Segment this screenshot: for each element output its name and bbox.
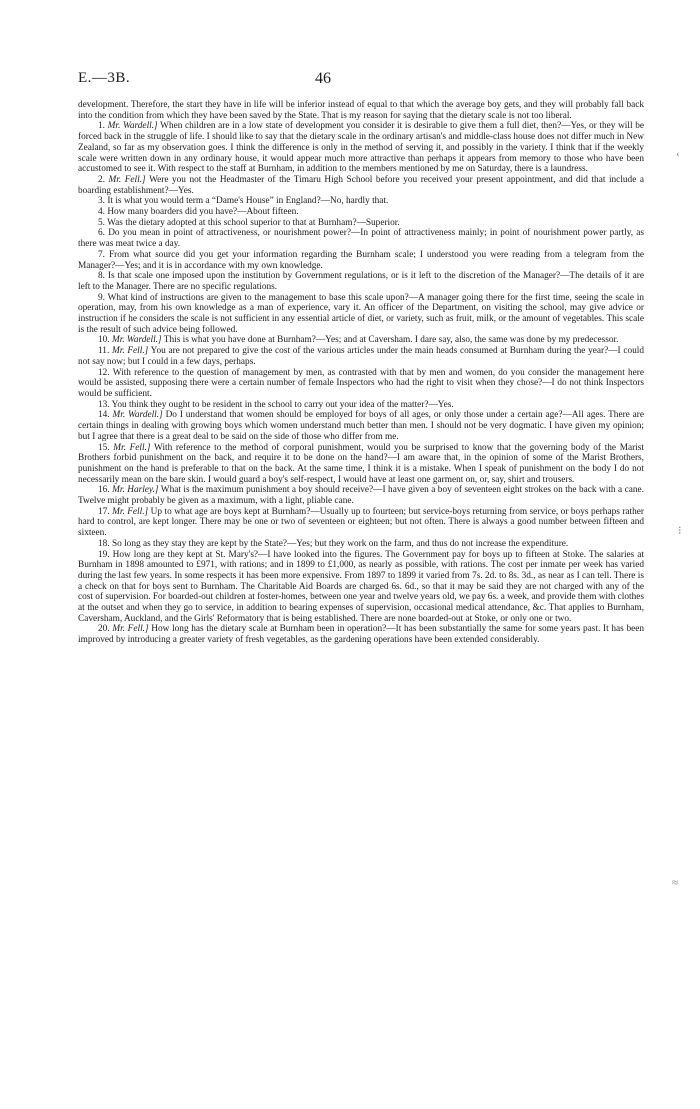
testimony-paragraph [78, 346, 644, 367]
testimony-paragraph [78, 443, 644, 486]
testimony-paragraph [78, 507, 644, 539]
testimony-paragraph [78, 121, 644, 175]
question-number: 1. [98, 121, 105, 132]
testimony-text: Do I understand that women should be employed for boys of all ages, or only those under a certain age?—All ages. There are certain things in dealing with growing boys which women understand much better than men. I should not be very dogmatic. I have given my opinion; but I agree that there is a great deal to be said on the side of those who differ from me. [78, 410, 645, 442]
testimony-paragraph [78, 228, 644, 249]
document-page [78, 70, 644, 646]
testimony-text: When children are in a low state of development you consider it is desirable to give them a full diet, then?—Yes, or they will be forced back in the struggle of life. I should like to say that the dietary scale in the ordinary artisan's and middle-class house does not differ much in New Zealand, so far as my observation goes. I think the difference is only in the method of serving it, and possibly in the variety. I think that if the weekly scale were written down in any ordinary house, it would appear much more attractive than perhaps it appears from memory to those who have been accustomed to see it. With respect to the staff at Burnham, in addition to the members mentioned by me on Saturday, there is a laundress. [78, 121, 644, 175]
testimony-paragraph [78, 539, 644, 550]
testimony-text: With reference to the method of corporal punishment, would you be surprised to know that the governing body of the Marist Brothers forbid punishment on the back, and require it to be done on the hand?—I am aware that, in the opinion of some of the Marist Brothers, punishment on the hand is preferable to that on the back. At the same time, I think it is a mistake. When I speak of punishment on the body I do not necessarily mean on the bare skin. I would guard a boy's self-respect, I would have at least one garment on, or, say, shirt and trousers. [78, 442, 644, 485]
question-number: 7. [98, 249, 105, 260]
testimony-text: What kind of instructions are given to the management to base this scale upon?—A manager going there for the first time, seeing the scale in operation, may, from his own knowledge as a man of experience, vary it. An officer of the Department, on visiting the school, may give advice or instruction if he considers the scale is not sufficient in any essential article of diet, or variety, such as fruit, milk, or the amount of vegetables. This scale is the result of such advice being followed. [78, 292, 645, 335]
question-number: 16. [98, 485, 110, 496]
testimony-paragraph [78, 550, 644, 625]
speaker-name: Mr. Fell.] [112, 346, 149, 357]
testimony-paragraph [78, 335, 644, 346]
report-reference: E.—3B. [78, 70, 131, 86]
testimony-text: This is what you have done at Burnham?—Yes; and at Caversham. I dare say, also, the same was done by my predecessor. [163, 335, 619, 346]
testimony-paragraph [78, 293, 644, 336]
testimony-paragraph [78, 207, 644, 218]
speaker-name: Mr. Fell.] [112, 506, 149, 517]
testimony-text: With reference to the question of management by men, as contrasted with that by men and women, do you consider the management here would be assisted, supposing there were a certain number of female Inspectors who had the right to visit when they chose?—I do not think Inspectors would be sufficient. [78, 367, 645, 399]
question-number: 4. [98, 207, 105, 218]
question-number: 13. [98, 399, 110, 410]
testimony-text: How long are they kept at St. Mary's?—I have looked into the figures. The Government pay for boys up to fifteen at Stoke. The salaries at Burnham in 1898 amounted to £971, with rations; and in 1899 to £1,000, as nearly as possible, with rations. The cost per inmate per week has varied during the last few years. In some respects it has been more expensive. From 1897 to 1899 it varied from 7s. 2d. to 8s. 3d., as near as I can tell. There is a check on that for boys sent to Burnham. The Charitable Aid Boards are charged 6s. 6d., so that it may be said they are not charged with any of the cost of supervision. For boarded-out children at foster-homes, between one year and twelve years old, we pay 6s. a week, and provide them with clothes at the outset and when they go to service, in addition to bearing expenses of supervision, occasional medical attendance, &c. That applies to Burnham, Caversham, Auckland, and the Girls' Reformatory that is being established. There are none boarded-out at Stoke, or only one or two. [78, 549, 644, 624]
testimony-paragraph [78, 250, 644, 271]
testimony-text: Up to what age are boys kept at Burnham?—Usually up to fourteen; but service-boys returning from service, or boys perhaps rather hard to control, are kept longer. There may be one or two of seventeen or eighteen; but not often. There is always a good number between fifteen and sixteen. [78, 506, 645, 539]
question-number: 14. [98, 410, 110, 421]
testimony-paragraph [78, 485, 644, 506]
testimony-text: It is what you would term a “Dame's House” in England?—No, hardly that. [107, 196, 389, 207]
testimony-paragraph [78, 624, 644, 645]
speaker-name: Mr. Fell.] [108, 174, 146, 185]
testimony-text: Do you mean in point of attractiveness, or nourishment power?—In point of attractiveness mainly; in point of nourishment power partly, as there was meat twice a day. [78, 228, 644, 250]
testimony-text: How long has the dietary scale at Burnham been in operation?—It has been substantially the same for some years past. It has been improved by introducing a greater variety of fresh vegetables, as the gardening operations have been extended considerably. [78, 624, 644, 646]
speaker-name: Mr. Wardell.] [111, 335, 162, 346]
testimony-paragraph [78, 271, 644, 292]
page-header [78, 70, 644, 92]
question-number: 2. [98, 174, 105, 185]
testimony-text: You are not prepared to give the cost of the various articles under the main heads consumed at Burnham during the year?—I could not say now; but I could in a few days, perhaps. [78, 346, 645, 367]
question-number: 10. [98, 335, 110, 346]
question-number: 6. [98, 228, 105, 239]
question-number: 12. [98, 367, 110, 378]
speaker-name: Mr. Wardell.] [107, 121, 158, 132]
speaker-name: Mr. Fell.] [113, 442, 151, 453]
question-number: 15. [98, 442, 110, 453]
question-number: 5. [98, 217, 105, 228]
margin-mark: ‹ [676, 148, 680, 160]
question-number: 17. [98, 506, 110, 517]
question-number: 20. [98, 624, 110, 635]
speaker-name: Mr. Harley.] [112, 485, 159, 496]
speaker-name: Mr. Wardell.] [112, 410, 163, 421]
page-number: 46 [315, 70, 331, 87]
testimony-text: How many boarders did you have?—About fifteen. [107, 207, 299, 218]
testimony-paragraph [78, 218, 644, 229]
testimony-text: So long as they stay they are kept by the State?—Yes; but they work on the farm, and thus do not increase the expenditure. [111, 538, 569, 549]
margin-mark: ≈ [672, 877, 679, 889]
document-body [78, 100, 644, 646]
testimony-paragraph [78, 196, 644, 207]
question-number: 8. [98, 271, 105, 282]
question-number: 9. [98, 292, 105, 303]
testimony-text: From what source did you get your information regarding the Burnham scale; I understood you were reading from a telegram from the Manager?—Yes; and it is in accordance with my own knowledge. [78, 249, 644, 271]
testimony-text: What is the maximum punishment a boy should receive?—I have given a boy of seventeen eight strokes on the back with a cane. Twelve might probably be given as a maximum, with a light, pliable cane. [78, 485, 644, 507]
margin-mark: ⁝ [678, 525, 682, 537]
testimony-paragraph [78, 400, 644, 411]
question-number: 18. [98, 538, 110, 549]
question-number: 3. [98, 196, 105, 207]
testimony-paragraph [78, 175, 644, 196]
question-number: 19. [98, 549, 110, 560]
testimony-text: You think they ought to be resident in the school to carry out your idea of the matter?—Yes. [111, 399, 454, 410]
testimony-paragraph [78, 410, 644, 442]
question-number: 11. [98, 346, 110, 357]
speaker-name: Mr. Fell.] [112, 624, 149, 635]
testimony-text: Was the dietary adopted at this school superior to that at Burnham?—Superior. [107, 217, 400, 228]
testimony-paragraph [78, 368, 644, 400]
testimony-text: Is that scale one imposed upon the institution by Government regulations, or is it left to the discretion of the Manager?—The details of it are left to the Manager. There are no specific regulations. [78, 271, 644, 292]
opening-paragraph: development. Therefore, the start they have in life will be inferior instead of equal to that which the average boy gets, and they will probably fall back into the condition from which they have been saved by the State. That is my reason for saying that the dietary scale is not too liberal. [78, 100, 644, 121]
testimony-text: Were you not the Headmaster of the Timaru High School before you received your present appointment, and did that include a boarding establishment?—Yes. [78, 174, 644, 196]
